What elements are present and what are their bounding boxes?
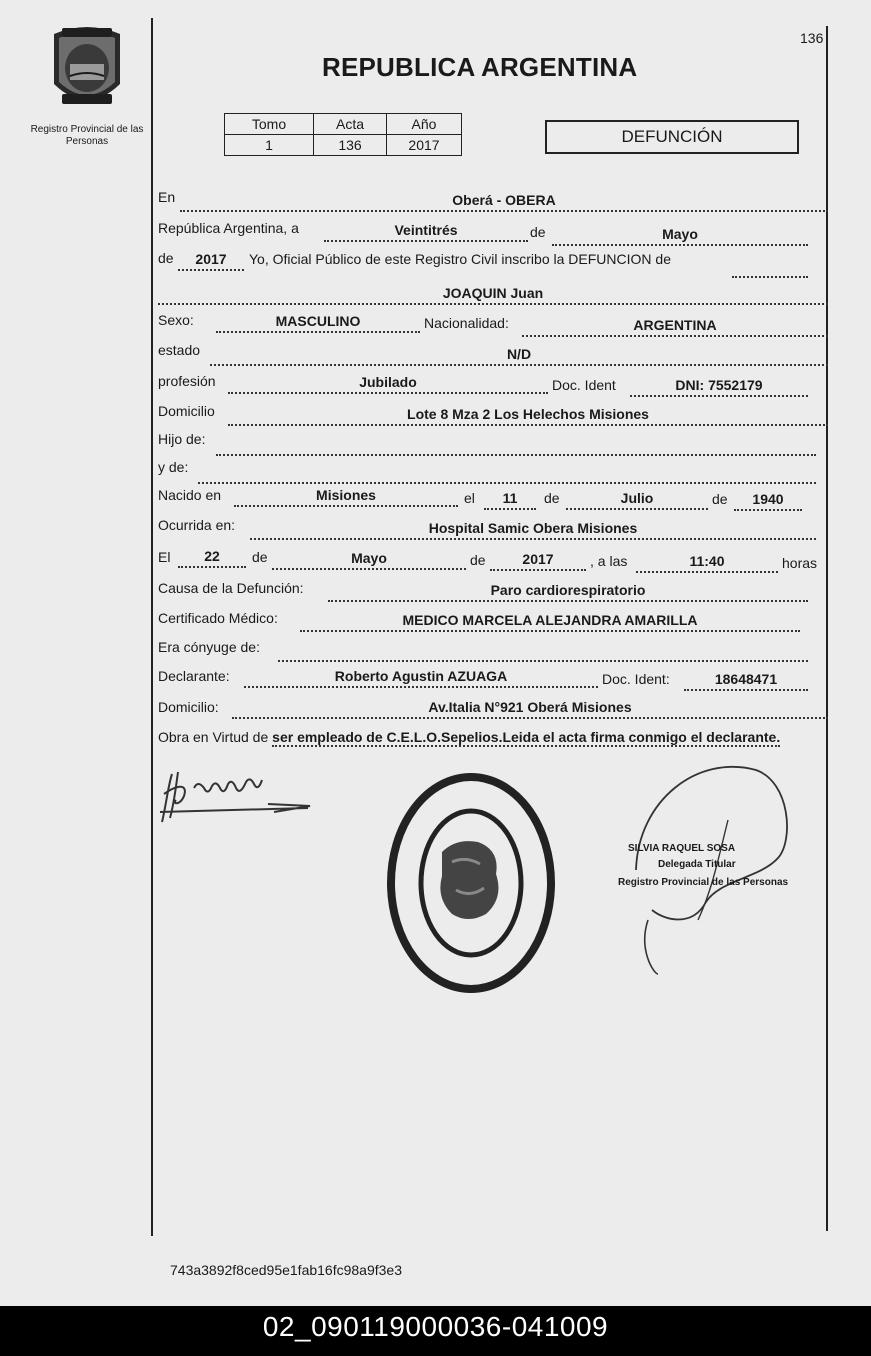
field-nac-mes: Julio	[566, 490, 708, 510]
field-dni: DNI: 7552179	[630, 377, 808, 397]
field-declarante-doc: 18648471	[684, 671, 808, 691]
field-ocurrida-en: Hospital Samic Obera Misiones	[250, 520, 816, 540]
label-de-6: de	[470, 552, 486, 568]
field-certificado: MEDICO MARCELA ALEJANDRA AMARILLA	[300, 612, 800, 632]
label-sexo: Sexo:	[158, 312, 194, 328]
field-nombre: JOAQUIN Juan	[158, 285, 828, 305]
label-estado: estado	[158, 342, 201, 358]
header-tomo: Tomo	[225, 114, 314, 135]
label-de-5: de	[252, 549, 268, 565]
field-sexo: MASCULINO	[216, 313, 420, 333]
field-anio: 2017	[178, 251, 244, 271]
label-domicilio-2: Domicilio:	[158, 699, 219, 715]
field-estado: N/D	[210, 346, 828, 366]
field-nacido-en: Misiones	[234, 487, 458, 507]
field-domicilio: Lote 8 Mza 2 Los Helechos Misiones	[228, 406, 828, 426]
registry-label: Registro Provincial de las Personas	[30, 124, 144, 147]
label-de-4: de	[712, 491, 728, 507]
label-y-de: y de:	[158, 459, 189, 475]
label-conyuge: Era cónyuge de:	[158, 639, 260, 655]
label-de-3: de	[544, 490, 560, 506]
label-hijo-de: Hijo de:	[158, 431, 206, 447]
declarant-signature-icon	[158, 766, 318, 830]
record-type-box: DEFUNCIÓN	[545, 120, 799, 154]
field-hijo-de	[216, 436, 816, 456]
label-obra: Obra en Virtud de	[158, 729, 269, 745]
field-declarante-domicilio: Av.Italia N°921 Oberá Misiones	[232, 699, 828, 719]
field-nac-dia: 11	[484, 490, 536, 510]
header-anio: Año	[387, 114, 462, 135]
label-doc-ident-2: Doc. Ident:	[602, 671, 670, 687]
header-acta: Acta	[314, 114, 387, 135]
field-def-dia: 22	[178, 548, 246, 568]
left-margin-rule	[151, 18, 153, 1236]
label-declarante: Declarante:	[158, 668, 230, 684]
field-hora: 11:40	[636, 553, 778, 573]
label-de-1: de	[530, 224, 546, 240]
label-profesion: profesión	[158, 373, 216, 389]
label-doc-ident: Doc. Ident	[552, 377, 616, 393]
document-hash: 743a3892f8ced95e1fab16fc98a9f3e3	[170, 1262, 402, 1278]
label-a-las: , a las	[590, 553, 628, 569]
label-el: el	[464, 490, 475, 506]
field-obra-texto: ser empleado de C.E.L.O.Sepelios.Leida el acta firma conmigo el declarante.	[272, 729, 781, 745]
field-nac-anio: 1940	[734, 491, 802, 511]
label-de-2: de	[158, 250, 174, 266]
field-mes: Mayo	[552, 226, 808, 246]
field-dia-letras: Veintitrés	[324, 222, 528, 242]
field-causa: Paro cardiorespiratorio	[328, 582, 808, 602]
page-number: 136	[800, 30, 824, 46]
value-tomo: 1	[225, 135, 314, 156]
misiones-coat-of-arms-icon	[46, 24, 128, 114]
label-horas: horas	[782, 555, 818, 571]
signatory-name: SILVIA RAQUEL SOSA	[628, 843, 736, 854]
field-declarante: Roberto Agustin AZUAGA	[244, 668, 598, 688]
label-nacido-en: Nacido en	[158, 487, 222, 503]
label-el-cap: El	[158, 549, 171, 565]
label-republica: República Argentina, a	[158, 220, 299, 236]
label-nacionalidad: Nacionalidad:	[424, 315, 509, 331]
barcode-label: 02_090119000036-041009	[0, 1306, 871, 1356]
field-profesion: Jubilado	[228, 374, 548, 394]
obra-paragraph	[158, 727, 828, 747]
value-anio: 2017	[387, 135, 462, 156]
record-table	[224, 113, 462, 156]
label-yo: Yo, Oficial Público de este Registro Civil inscribo la DEFUNCION de	[249, 251, 671, 267]
field-y-de	[198, 464, 816, 484]
label-certificado: Certificado Médico:	[158, 610, 278, 626]
field-nacionalidad: ARGENTINA	[522, 317, 828, 337]
label-ocurrida-en: Ocurrida en:	[158, 517, 236, 533]
page-title: REPUBLICA ARGENTINA	[322, 52, 638, 82]
field-def-anio: 2017	[490, 551, 586, 571]
field-lugar: Oberá - OBERA	[180, 192, 828, 212]
field-def-mes: Mayo	[272, 550, 466, 570]
label-causa: Causa de la Defunción:	[158, 580, 304, 596]
label-domicilio: Domicilio	[158, 403, 215, 419]
signatory-role: Delegada Titular	[658, 859, 736, 870]
field-conyuge	[278, 642, 808, 662]
official-seal-icon	[386, 772, 556, 994]
field-blank-1	[732, 258, 808, 278]
value-acta: 136	[314, 135, 387, 156]
signatory-office: Registro Provincial de las Personas	[618, 877, 789, 888]
label-en: En	[158, 189, 176, 205]
